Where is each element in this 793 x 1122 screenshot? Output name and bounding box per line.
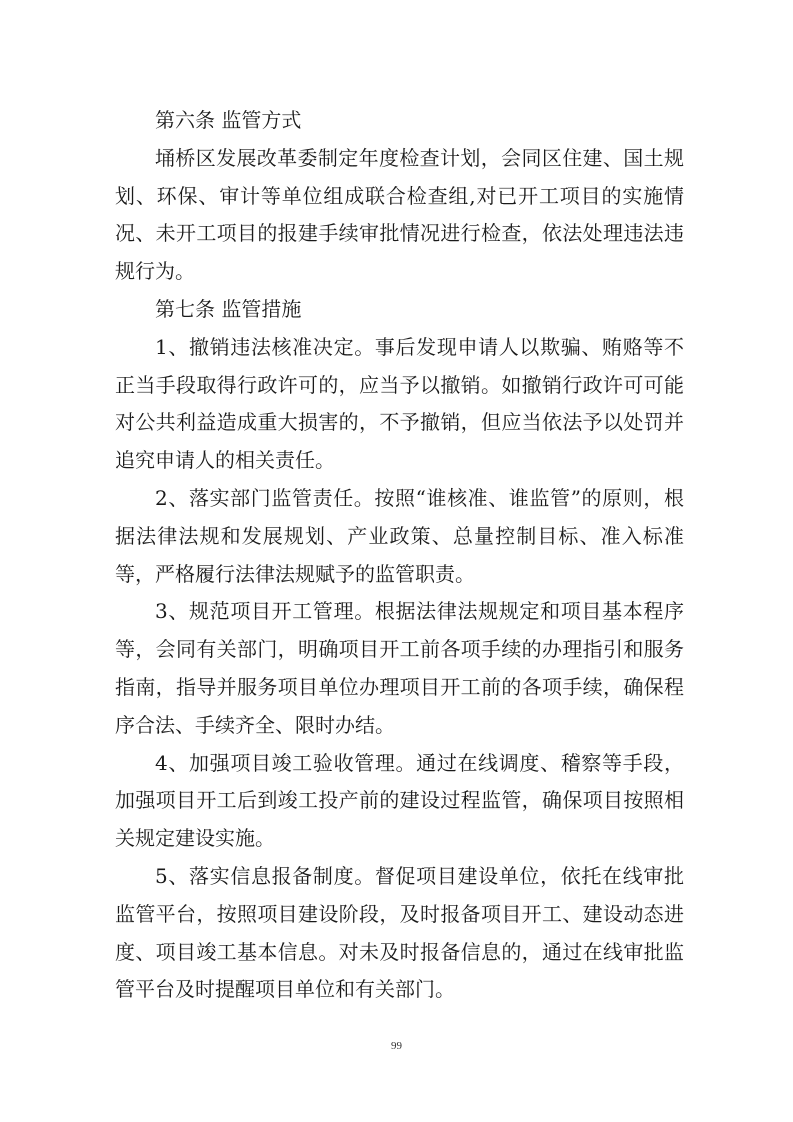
paragraph-measure-5: 5、落实信息报备制度。督促项目建设单位，依托在线审批监管平台，按照项目建设阶段，及时报备项目开工、建设动态进度、项目竣工基本信息。对未及时报备信息的，通过在线审批监管平台及时提醒项目单位和有关部门。 — [115, 863, 684, 1002]
section-heading-article-6: 第六条 监管方式 — [155, 108, 302, 132]
paragraph-measure-4: 4、加强项目竣工验收管理。通过在线调度、稽察等手段，加强项目开工后到竣工投产前的建设过程监管，确保项目按照相关规定建设实施。 — [115, 750, 684, 851]
paragraph-measure-2: 2、落实部门监管责任。按照“谁核准、谁监管”的原则，根据法律法规和发展规划、产业政策、总量控制目标、准入标准等，严格履行法律法规赋予的监管职责。 — [115, 485, 684, 586]
paragraph-measure-3: 3、规范项目开工管理。根据法律法规规定和项目基本程序等，会同有关部门，明确项目开工前各项手续的办理指引和服务指南，指导并服务项目单位办理项目开工前的各项手续，确保程序合法、手续齐全、限时办结。 — [115, 599, 684, 737]
page-number: 99 — [391, 1040, 402, 1052]
paragraph-measure-1: 1、撤销违法核准决定。事后发现申请人以欺骗、贿赂等不正当手段取得行政许可的，应当予以撤销。如撤销行政许可可能对公共利益造成重大损害的，不予撤销，但应当依法予以处罚并追究申请人的相关责任。 — [115, 334, 684, 473]
paragraph-supervision-method: 埇桥区发展改革委制定年度检查计划，会同区住建、国土规划、环保、审计等单位组成联合检查组,对已开工项目的实施情况、未开工项目的报建手续审批情况进行检查，依法处理违法违规行为。 — [115, 145, 684, 284]
document-body — [115, 102, 684, 1009]
section-heading-article-7: 第七条 监管措施 — [155, 296, 302, 321]
